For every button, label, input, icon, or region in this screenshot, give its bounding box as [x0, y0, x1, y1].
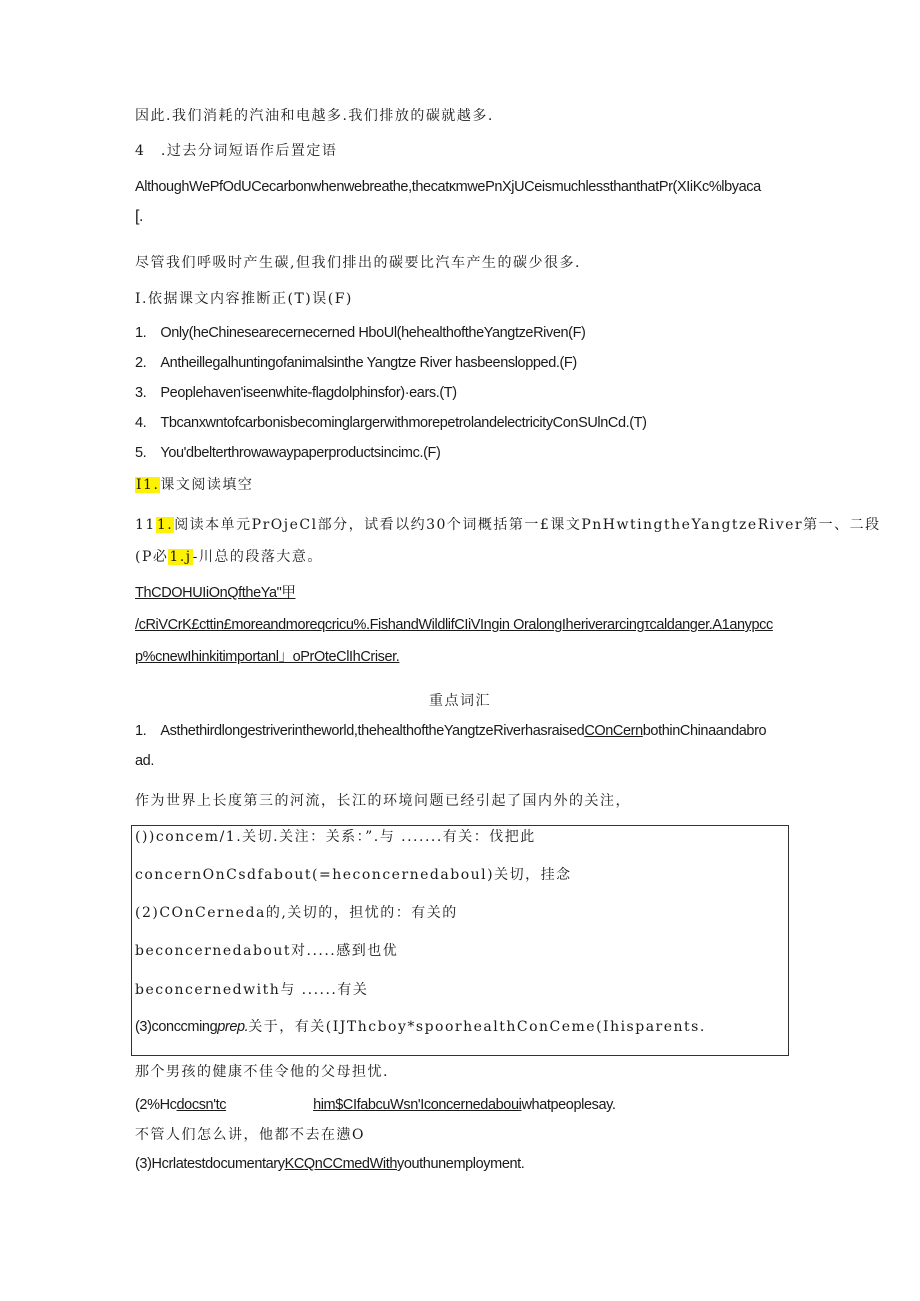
vocab-sentence-text: 1. Asthethirdlongestriverintheworld,thehealthoftheYangtzeRiverhasraised	[135, 723, 585, 739]
instruction-prefix: (P必	[135, 549, 169, 565]
question-2: 2. Antheillegalhuntingofanimalsinthe Yangtze River hasbeenslopped.(F)	[135, 355, 577, 371]
grammar-heading: 4 .过去分词短语作后置定语	[135, 143, 338, 159]
example-line	[135, 1096, 616, 1114]
example-suffix: whatpeoplesay.	[521, 1097, 616, 1113]
instruction-suffix: -川总的段落大意。	[192, 549, 323, 565]
vocab-sentence-end: bothinChinaandabro	[642, 723, 767, 739]
page-heading: 重点词汇	[429, 693, 491, 709]
example-line	[135, 1155, 524, 1173]
answer-line-1: ThCDOHUIiOnQftheYa"甲	[135, 585, 296, 601]
highlight-mark: I1.	[136, 477, 160, 493]
vocab-sentence-cont: ad.	[135, 753, 154, 769]
example-underline: docsn'tc	[176, 1097, 227, 1113]
question-3: 3. Peoplehaven'iseenwhite-flagdolphinsfor)·ears.(T)	[135, 385, 457, 401]
instruction-text: 阅读本单元PrOjeCl部分，试看以约30个词概括第一£课文PnHwtingtheYangtzeRiver第一、二段	[174, 517, 881, 533]
instruction-line	[135, 516, 881, 534]
example-underline: him$CIfabcuWsn'Iconcernedaboui	[313, 1097, 522, 1113]
example-prefix: (3)Hcrlatestdocumentary	[135, 1156, 285, 1172]
example-prefix: (2%Hc	[135, 1097, 177, 1113]
question-1: 1. Only(heChinesearecernecerned HboUl(hehealthoftheYangtzeRiven(F)	[135, 325, 586, 341]
example-sentence-cont: [.	[135, 208, 144, 225]
translation-line: 那个男孩的健康不佳令他的父母担忧.	[135, 1064, 389, 1080]
box-line-1: ())concem/1.关切.关注：关系：”.与 .......有关：伐把此	[135, 829, 536, 845]
vocab-sentence	[135, 722, 766, 740]
highlight-mark: 1.j	[169, 549, 192, 565]
answer-line-3: p%cnewIhinkitimportanl」oPrOteClIhCriser.	[135, 649, 400, 665]
question-5: 5. You'dbelterthrowawaypaperproductsincimc.(F)	[135, 445, 441, 461]
box-line-6-rest: 关于，有关(IJThcboy*spoorhealthConCeme(Ihisparents.	[248, 1019, 706, 1035]
box-line-3: (2)COnCerneda的,关切的，担忧的：有关的	[135, 905, 458, 921]
vocab-translation: 作为世界上长度第三的河流，长江的环境问题已经引起了国内外的关注，	[135, 793, 631, 809]
vocab-keyword: COnCern	[584, 723, 643, 739]
translation-line: 不管人们怎么讲，他都不去在懑O	[135, 1127, 365, 1143]
question-4: 4. TbcanxwntofcarbonisbecominglargerwithmorepetrolandelectricityConSUlnCd.(T)	[135, 415, 647, 431]
instruction-line-cont	[135, 548, 323, 566]
box-line-6-start: (3)conccming	[135, 1019, 218, 1035]
example-sentence: AlthoughWePfOdUCecarbonwhenwebreathe,thecatκmwePnXjUCeismuchlessthanthatPr(XIiKc%lbyaca	[135, 179, 761, 195]
text-line: 因此.我们消耗的汽油和电越多.我们排放的碳就越多.	[135, 108, 494, 124]
instruction-number: 11	[135, 517, 156, 533]
example-suffix: youthunemployment.	[397, 1156, 525, 1172]
box-line-5: beconcernedwith与 ......有关	[135, 982, 369, 998]
section-heading-true-false: I.依据课文内容推断正(T)误(F)	[135, 291, 353, 307]
translation-line: 尽管我们呼吸时产生碳,但我们排出的碳要比汽车产生的碳少很多.	[135, 255, 581, 271]
box-line-2: concernOnCsdfabout(=heconcernedaboul)关切，挂念	[135, 867, 572, 883]
box-line-4: beconcernedabout对.....感到也优	[135, 943, 399, 959]
box-line-6	[135, 1018, 706, 1036]
example-underline: KCQnCCmedWith	[284, 1156, 397, 1172]
box-line-6-pos: prep.	[217, 1019, 249, 1035]
section-title: 课文阅读填空	[160, 477, 254, 493]
answer-line-2: /cRiVCrK£cttin£moreandmoreqcricu%.FishandWildlifCIiVIngin OralongIheriverarcingτcaldanger.A1anypcc	[135, 617, 773, 633]
highlight-mark: 1.	[156, 517, 174, 533]
section-heading-reading	[135, 476, 253, 494]
